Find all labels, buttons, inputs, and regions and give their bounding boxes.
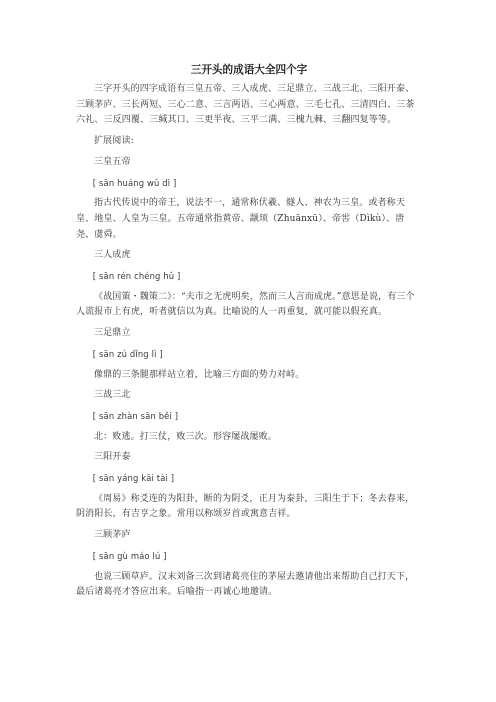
paragraph: 北：败逃。打三仗，败三次。形容屡战屡败。 [94,431,278,442]
paragraph: 指古代传说中的帝王，说法不一，通常称伏羲、燧人、神农为三皇。或者称天皇、地皇、人皇为三皇。五帝通常指黄帝、颛顼（Zhuānxū）、帝喾（Dìkù）、唐尧、虞舜。 [76,198,406,240]
paragraph: 三阳开泰 [94,452,131,463]
pinyin-line: [ sān huáng wǔ dì ] [92,177,177,188]
paragraph: 三顾茅庐 [94,530,131,541]
paragraph: 三皇五帝 [94,156,131,167]
pinyin-line: [ sān zú dǐng lì ] [92,348,163,359]
paragraph: 三人成虎 [94,250,131,261]
paragraph: 《周易》称爻连的为阳卦，断的为阴爻，正月为泰卦，三阳生于下；冬去春来，阴消阳长，有吉亨之象。常用以称颂岁首或寓意吉祥。 [76,493,415,520]
paragraph: 三字开头的四字成语有三皇五帝、三人成虎、三足鼎立、三战三北、三阳开泰、三顾茅庐、三长两短、三心二意、三言两语、三心两意、三毛七孔、三清四白、三茶六礼、三反四覆、三缄其口、三更半夜、三平二满、三槐九棘、三翻四复等等。 [76,84,415,126]
document-body [76,82,422,601]
pinyin-line: [ sān zhàn sān běi ] [92,410,179,421]
document-page [76,62,422,601]
paragraph: 像鼎的三条腿那样站立着，比喻三方面的势力对峙。 [94,369,305,380]
paragraph: 三战三北 [94,390,131,401]
paragraph: 三足鼎立 [94,328,131,339]
paragraph: 《战国策・魏策二》：“夫市之无虎明矣，然而三人言而成虎。”意思是说，有三个人谎报市上有虎，听者就信以为真。比喻说的人一再重复，就可能以假充真。 [76,291,415,318]
pinyin-line: [ sān yáng kāi tài ] [92,473,175,484]
pinyin-line: [ sān rén chéng hǔ ] [92,271,181,282]
document-title: 三开头的成语大全四个字 [190,64,308,76]
pinyin-line: [ sān gù máo lú ] [92,550,167,561]
paragraph: 也说三顾草庐。汉末刘备三次到诸葛亮住的茅屋去邀请他出来帮助自己打天下，最后诸葛亮才答应出来。后喻指一再诚心地邀请。 [76,571,415,598]
paragraph: 扩展阅读: [94,136,134,147]
